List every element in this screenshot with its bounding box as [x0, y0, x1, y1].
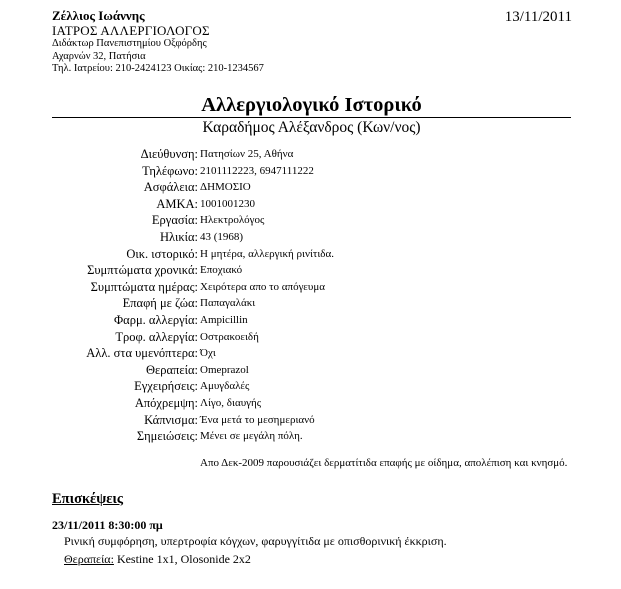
field-row: [0, 212, 621, 229]
doctor-address: Αχαρνών 32, Πατήσια: [52, 50, 146, 62]
field-label: Συμπτώματα ημέρας:: [90, 279, 198, 294]
field-label: Εργασία:: [151, 213, 198, 228]
document-date: 13/11/2011: [504, 9, 572, 25]
field-label: Θεραπεία:: [145, 362, 198, 377]
field-row: [0, 146, 621, 163]
field-value: Λίγο, διαυγής: [200, 396, 262, 409]
field-value: Μένει σε μεγάλη πόλη.: [200, 430, 303, 443]
field-value: Οστρακοειδή: [200, 330, 259, 343]
field-label: Τηλέφωνο:: [142, 163, 198, 178]
field-label: Επαφή με ζώα:: [122, 296, 198, 311]
patient-name: Καραδήμος Αλέξανδρος (Κων/νος): [202, 119, 421, 136]
visit-description: Ρινική συμφόρηση, υπερτροφία κόγχων, φαρυγγίτιδα με οπισθορινική έκκριση.: [64, 534, 447, 548]
doctor-degree: Διδάκτωρ Πανεπιστημίου Οξφόρδης: [52, 38, 207, 49]
visits-section-title: Επισκέψεις: [52, 491, 124, 507]
field-value: Παπαγαλάκι: [200, 297, 256, 310]
field-label: ΑΜΚΑ:: [156, 196, 198, 211]
field-value: 2101112223, 6947111222: [200, 164, 314, 177]
field-label: Οικ. ιστορικό:: [126, 246, 198, 261]
field-row: [0, 295, 621, 312]
clinical-note: Απο Δεκ-2009 παρουσιάζει δερματίτιδα επαφής με οίδημα, απολέπιση και κνησμό.: [200, 457, 568, 469]
field-row: [0, 395, 621, 412]
field-row: [0, 279, 621, 296]
field-value: Εποχιακό: [200, 264, 243, 277]
doctor-name: Ζέλλιος Ιωάννης: [52, 8, 145, 23]
field-value: 1001001230: [200, 197, 255, 210]
field-value: Ampicillin: [200, 313, 248, 326]
field-row: [0, 179, 621, 196]
field-row: [0, 412, 621, 429]
doctor-phones: Τηλ. Ιατρείου: 210-2424123 Οικίας: 210-1234567: [52, 63, 264, 74]
field-row: [0, 312, 621, 329]
field-label: Συμπτώματα χρονικά:: [87, 263, 198, 278]
field-row: [0, 246, 621, 263]
visit-therapy: [64, 552, 251, 567]
patient-fields: [0, 146, 621, 445]
field-value: Πατησίων 25, Αθήνα: [200, 148, 294, 160]
field-value: 43 (1968): [200, 230, 244, 243]
field-row: [0, 378, 621, 395]
field-row: [0, 362, 621, 379]
field-label: Σημειώσεις:: [136, 429, 198, 444]
field-label: Ασφάλεια:: [143, 180, 198, 195]
field-label: Φαρμ. αλλεργία:: [114, 312, 198, 327]
field-label: Κάπνισμα:: [144, 412, 198, 427]
field-row: [0, 163, 621, 180]
field-row: [0, 196, 621, 213]
visit-therapy-value: Kestine 1x1, Olosonide 2x2: [116, 552, 251, 566]
field-value: Ένα μετά το μεσημεριανό: [200, 413, 315, 426]
field-label: Αλλ. στα υμενόπτερα:: [86, 346, 198, 361]
field-value: Χειρότερα απο το απόγευμα: [200, 280, 326, 293]
field-value: Όχι: [200, 347, 216, 360]
field-row: [0, 329, 621, 346]
visit-therapy-label: Θεραπεία:: [64, 552, 114, 566]
field-row: [0, 345, 621, 362]
document-heading: Αλλεργιολογικό Ιστορικό: [201, 94, 422, 116]
field-value: ΔΗΜΟΣΙΟ: [200, 181, 251, 194]
field-label: Τροφ. αλλεργία:: [115, 329, 198, 344]
field-label: Εγχειρήσεις:: [134, 379, 198, 394]
field-value: Ηλεκτρολόγος: [200, 214, 265, 227]
field-row: [0, 262, 621, 279]
field-row: [0, 428, 621, 445]
field-value: Η μητέρα, αλλεργική ρινίτιδα.: [200, 247, 334, 260]
doctor-title: ΙΑΤΡΟΣ ΑΛΛΕΡΓΙΟΛΟΓΟΣ: [52, 23, 210, 38]
field-label: Απόχρεμψη:: [134, 395, 198, 410]
field-value: Omeprazol: [200, 363, 249, 376]
doctor-header: [52, 9, 452, 76]
field-row: [0, 229, 621, 246]
field-label: Διεύθυνση:: [140, 147, 198, 161]
field-value: Αμυγδαλές: [200, 380, 250, 393]
field-label: Ηλικία:: [160, 229, 198, 244]
visit-date: 23/11/2011 8:30:00 πμ: [52, 518, 163, 532]
